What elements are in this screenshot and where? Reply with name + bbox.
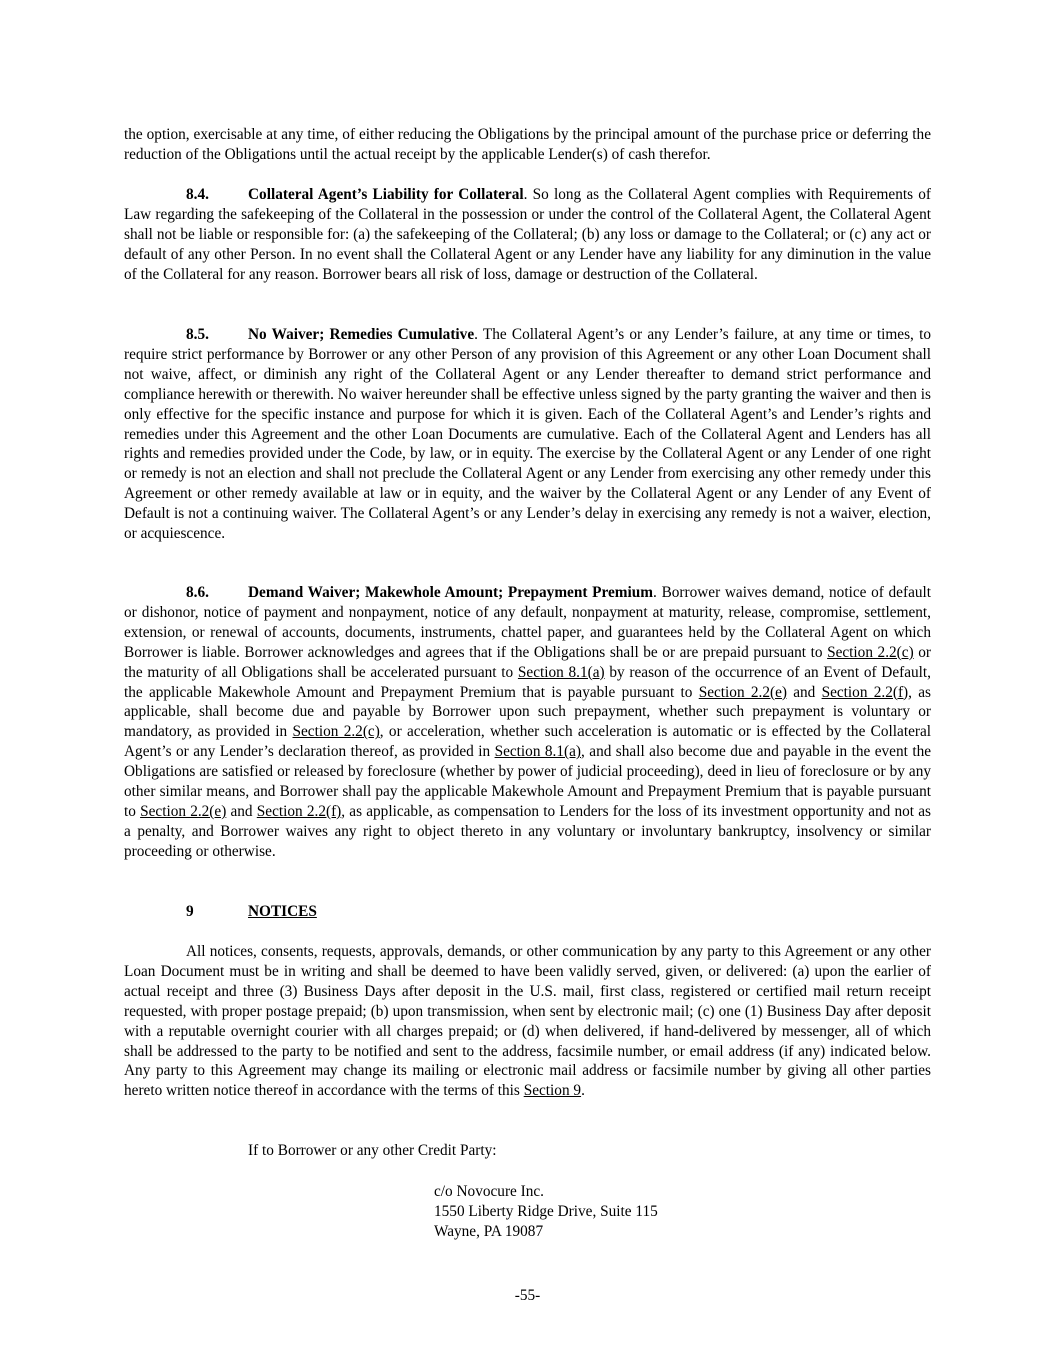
section-8-4-paragraph <box>124 185 931 285</box>
notice-recipient-intro: If to Borrower or any other Credit Party: <box>248 1142 497 1159</box>
section-8-6-text: by reason of the occurrence of an Event of Default, the applicable Makewhole Amount and Prepayment Premium that is payable pursuant to <box>124 663 931 701</box>
section-reference-link: Section 2.2(e) <box>140 802 227 820</box>
address-line: 1550 Liberty Ridge Drive, Suite 115 <box>434 1203 658 1220</box>
section-8-6-text: , and shall also become due and payable in the event the Obligations are satisfied or released by foreclosure (whether by power of judicial proceeding), deed in lieu of foreclosure or by any other similar means, and Borrower shall pay the applicable Makewhole Amount and Prepayment Premium that is payable pursuant to <box>124 743 932 820</box>
section-9-heading <box>186 902 317 922</box>
section-8-5-heading: No Waiver; Remedies Cumulative <box>248 326 475 343</box>
section-8-4-body: . So long as the Collateral Agent complies with Requirements of Law regarding the safekeeping of the Collateral in the possession or under the control of the Collateral Agent, the Collateral Agent shall not be liable or responsible for: (a) the safekeeping of the Collateral; (b) any loss or damage to the Collateral; or (c) any act or default of any other Person. In no event shall the Collateral Agent or any Lender have any liability for any diminution in the value of the Collateral for any reason. Borrower bears all risk of loss, damage or destruction of the Collateral. <box>124 186 931 283</box>
section-9-number: 9 <box>186 903 194 920</box>
section-8-6-text: or the maturity of all Obligations shall be accelerated pursuant to <box>124 643 931 681</box>
section-8-6-number: 8.6. <box>186 584 209 601</box>
section-9-text: All notices, consents, requests, approvals, demands, or other communication by any party to this Agreement or any other Loan Document must be in writing and shall be deemed to have been validly served, given, or delivered: (a) upon the earlier of actual receipt and three (3) Business Days after deposit in the U.S. mail, first class, registered or certified mail return receipt requested, with proper postage prepaid; (b) upon transmission, when sent by electronic mail; (c) one (1) Business Day after deposit with a reputable overnight courier with all charges prepaid; or (d) when delivered, if hand-delivered by messenger, all of which shall be addressed to the party to be notified and sent to the address, facsimile number, or email address (if any) indicated below. Any party to this Agreement may change its mailing or electronic mail address or facsimile number by giving all other parties hereto written notice thereof in accordance with the terms of this <box>124 943 931 1100</box>
section-reference-link: Section 2.2(f) <box>256 802 342 820</box>
section-reference-link: Section 8.1(a) <box>517 663 605 681</box>
section-reference-link: Section 2.2(c) <box>827 643 914 661</box>
address-line: c/o Novocure Inc. <box>434 1183 545 1200</box>
section-8-5-paragraph <box>124 325 931 544</box>
section-8-4-heading: Collateral Agent’s Liability for Collateral <box>248 186 524 203</box>
section-reference-link: Section 2.2(c) <box>292 723 380 741</box>
section-reference-link: Section 2.2(f) <box>821 683 909 701</box>
section-reference-link: Section 2.2(e) <box>698 683 787 701</box>
section-9-paragraph <box>124 942 931 1101</box>
page-number: -55- <box>514 1287 541 1304</box>
section-8-6-text: , as applicable, as compensation to Lenders for the loss of its investment opportunity and not as a penalty, and Borrower waives any right to object thereto in any voluntary or involuntary bankruptcy, insolvency or similar proceeding or otherwise. <box>124 802 931 860</box>
section-8-6-paragraph <box>124 583 931 862</box>
section-8-6-text: , as applicable, shall become due and payable by Borrower upon such prepayment, whether such prepayment is voluntary or mandatory, as provided in <box>124 683 931 741</box>
address-line: Wayne, PA 19087 <box>434 1223 544 1240</box>
continuation-paragraph <box>124 125 931 165</box>
section-8-6-text: . Borrower waives demand, notice of default or dishonor, notice of payment and nonpayment, notice of any default, nonpayment at maturity, release, compromise, settlement, extension, or renewal of accounts, documents, instruments, chattel paper, and guarantees held by the Collateral Agent on which Borrower is liable. Borrower acknowledges and agrees that if the Obligations shall be or are prepaid pursuant to <box>124 584 932 661</box>
section-reference-link: Section 8.1(a) <box>494 743 582 761</box>
section-8-6-text: and <box>226 802 257 820</box>
section-8-6-text: and <box>786 683 822 701</box>
section-reference-link: Section 9 <box>523 1082 582 1100</box>
section-8-6-heading: Demand Waiver; Makewhole Amount; Prepayment Premium <box>248 584 654 601</box>
section-9-title: NOTICES <box>248 903 317 920</box>
section-8-4-number: 8.4. <box>186 186 209 203</box>
section-8-5-body: . The Collateral Agent’s or any Lender’s failure, at any time or times, to require strict performance by Borrower or any other Person of any provision of this Agreement or any other Loan Document shall not waive, affect, or diminish any right of the Collateral Agent or any Lender thereafter to demand strict performance and compliance herewith or therewith. No waiver hereunder shall be effective unless signed by the party granting the waiver and then is only effective for the specific instance and purpose for which it is given. Each of the Collateral Agent’s and Lender’s rights and remedies under this Agreement and the other Loan Documents are cumulative. Each of the Collateral Agent and Lenders has all rights and remedies provided under the Code, by law, or in equity. The exercise by the Collateral Agent or any Lender of one right or remedy is not an election and shall not preclude the Collateral Agent or any Lender from exercising any other remedy under this Agreement or other remedy available at law or in equity, and the waiver by the Collateral Agent or any Lender of any Event of Default is not a continuing waiver. The Collateral Agent’s or any Lender’s delay in exercising any remedy is not a waiver, election, or acquiescence. <box>124 326 931 543</box>
section-8-5-number: 8.5. <box>186 326 209 343</box>
section-8-6-text: , or acceleration, whether such acceleration is automatic or is effected by the Collateral Agent’s or any Lender’s declaration thereof, as provided in <box>124 723 931 761</box>
section-9-text: . <box>581 1082 585 1100</box>
continuation-text: the option, exercisable at any time, of either reducing the Obligations by the principal amount of the purchase price or deferring the reduction of the Obligations until the actual receipt by the applicable Lender(s) of cash therefor. <box>124 126 931 163</box>
